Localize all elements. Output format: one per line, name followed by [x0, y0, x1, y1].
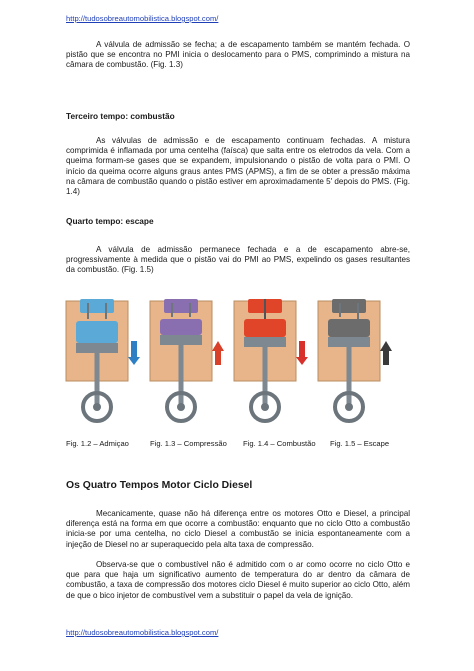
section3-paragraph: As válvulas de admissão e de escapamento continuam fechadas. A mistura comprimida é inflamada por uma centelha (faísca) que salta entre os eletrodos da vela. Com a queima formam-se gases que se expandem, impulsionando o pistão de volta para o PMI. O início da queima ocorre alguns graus antes PMS (APMS), a fim de se obter a pressão máxima na câmara de combustão quando o pistão estiver em aproximadamente 5' depois do PMS. (Fig. 1.4) [66, 136, 410, 197]
engine-diagram-intake [64, 299, 142, 435]
diesel-paragraph-1: Mecanicamente, quase não há diferença entre os motores Otto e Diesel, a principal diferença está na forma em que ocorre a combustão: enquanto que no ciclo Otto a combustão inicia-se por uma centelha, no ciclo Diesel a combustão se inicia espontaneamente com a injeção de Diesel no ar superaquecido pela alta taxa de compressão. [66, 509, 410, 549]
header-link[interactable]: http://tudosobreautomobilistica.blogspot.com/ [66, 14, 219, 23]
figure-compression [148, 299, 226, 435]
section4-paragraph: A válvula de admissão permanece fechada e a de escapamento abre-se, progressivamente à medida que o pistão vai do PMI ao PMS, expelindo os gases resultantes da combustão. (Fig. 1.5) [66, 245, 410, 275]
caption-fig-1-3: Fig. 1.3 – Compressão [150, 439, 227, 448]
engine-diagram-exhaust [316, 299, 394, 435]
figure-combustion [232, 299, 310, 435]
caption-fig-1-2: Fig. 1.2 – Admiçao [66, 439, 129, 448]
engine-diagram-combustion [232, 299, 310, 435]
section4-heading: Quarto tempo: escape [66, 216, 154, 226]
section3-heading: Terceiro tempo: combustão [66, 111, 175, 121]
intro-paragraph: A válvula de admissão se fecha; a de escapamento também se mantém fechada. O pistão que se encontra no PMI inicia o deslocamento para o PMS, comprimindo a mistura na câmara de combustão. (Fig. 1.3) [66, 40, 410, 70]
caption-fig-1-4: Fig. 1.4 – Combustão [243, 439, 316, 448]
figure-intake [64, 299, 142, 435]
diesel-heading: Os Quatro Tempos Motor Ciclo Diesel [66, 480, 253, 491]
caption-fig-1-5: Fig. 1.5 – Escape [330, 439, 390, 448]
footer-link[interactable]: http://tudosobreautomobilistica.blogspot.com/ [66, 628, 219, 637]
diesel-paragraph-2: Observa-se que o combustível não é admitido com o ar como ocorre no ciclo Otto e que para que haja um significativo aumento de temperatura do ar dentro da câmara de combustão, a taxa de compressão dos motores ciclo Diesel é muito superior ao ciclo Otto, além de que o bico injetor de combustível vem a substituir o papel da vela de ignição. [66, 560, 410, 600]
figure-exhaust [316, 299, 394, 435]
engine-diagram-compression [148, 299, 226, 435]
